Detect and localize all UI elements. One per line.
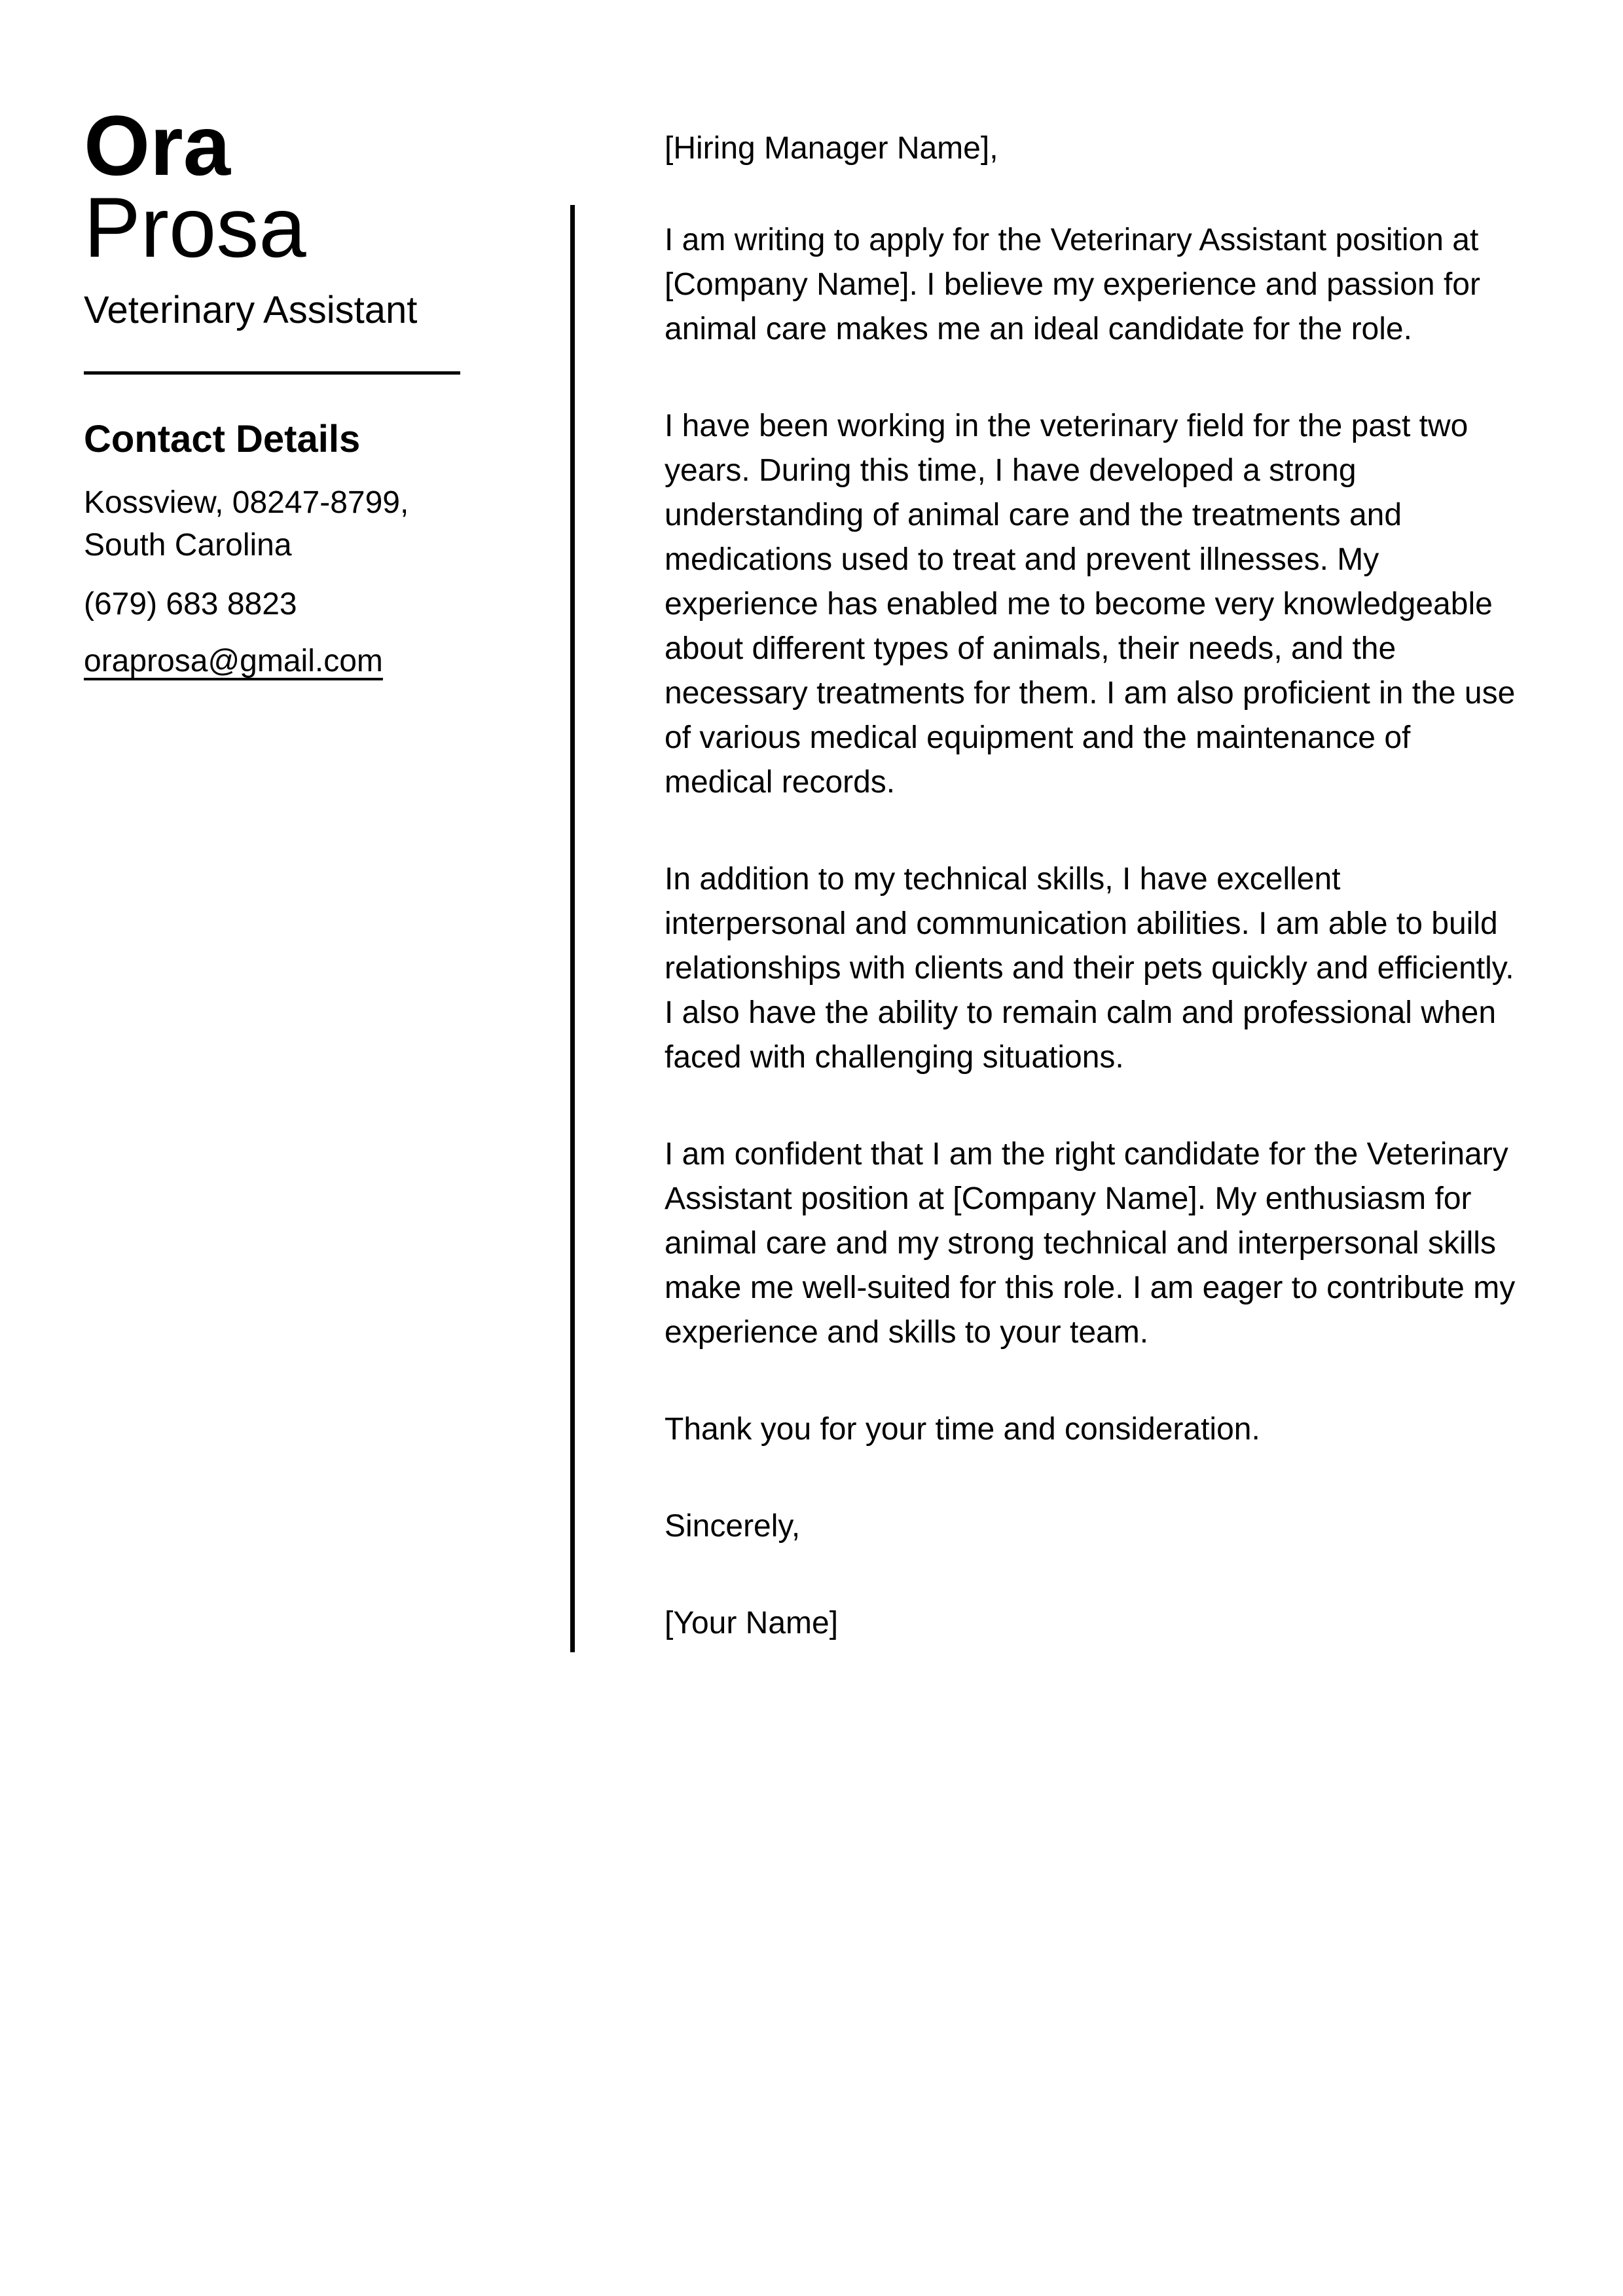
address-line-2: South Carolina xyxy=(84,527,292,563)
email-link[interactable]: oraprosa@gmail.com xyxy=(84,643,383,678)
letter xyxy=(570,0,1522,1652)
first-name: Ora xyxy=(84,98,231,193)
sidebar-divider xyxy=(84,371,460,375)
letter-paragraph-2: I have been working in the veterinary field for the past two years. During this time, I have developed a strong understanding of animal care and the treatments and medications used to treat and prevent illnesses. My experience has enabled me to become very knowledgeable about different types of animals, their needs, and the necessary treatments for them. I am also proficient in the use of various medical equipment and the maintenance of medical records. xyxy=(665,409,1516,800)
letter-paragraph-1: I am writing to apply for the Veterinary Assistant position at [Company Name]. I believe my experience and passion for animal care makes me an ideal candidate for the role. xyxy=(665,223,1480,346)
candidate-name xyxy=(84,98,460,275)
contact-details-heading: Contact Details xyxy=(84,417,361,460)
job-title: Veterinary Assistant xyxy=(84,288,418,331)
email-row xyxy=(84,640,460,682)
address-line-1: Kossview, 08247-8799, xyxy=(84,485,409,520)
sidebar xyxy=(84,0,460,682)
closing: Sincerely, xyxy=(665,1509,801,1544)
address xyxy=(84,481,460,566)
letter-paragraph-3: In addition to my technical skills, I have excellent interpersonal and communication abilities. I am able to build relationships with clients and their pets quickly and efficiently. I also have the ability to remain calm and professional when faced with challenging situations. xyxy=(665,862,1514,1075)
letter-body xyxy=(570,205,1522,1652)
phone-number: (679) 683 8823 xyxy=(84,586,297,621)
greeting: [Hiring Manager Name], xyxy=(665,131,998,166)
last-name: Prosa xyxy=(84,179,306,275)
letter-paragraph-4: I am confident that I am the right candidate for the Veterinary Assistant position at [Company Name]. My enthusiasm for animal care and my strong technical and interpersonal skills make me well-suited for this role. I am eager to contribute my experience and skills to your team. xyxy=(665,1137,1516,1350)
thanks-line: Thank you for your time and consideration. xyxy=(665,1412,1260,1447)
signature: [Your Name] xyxy=(665,1606,839,1640)
